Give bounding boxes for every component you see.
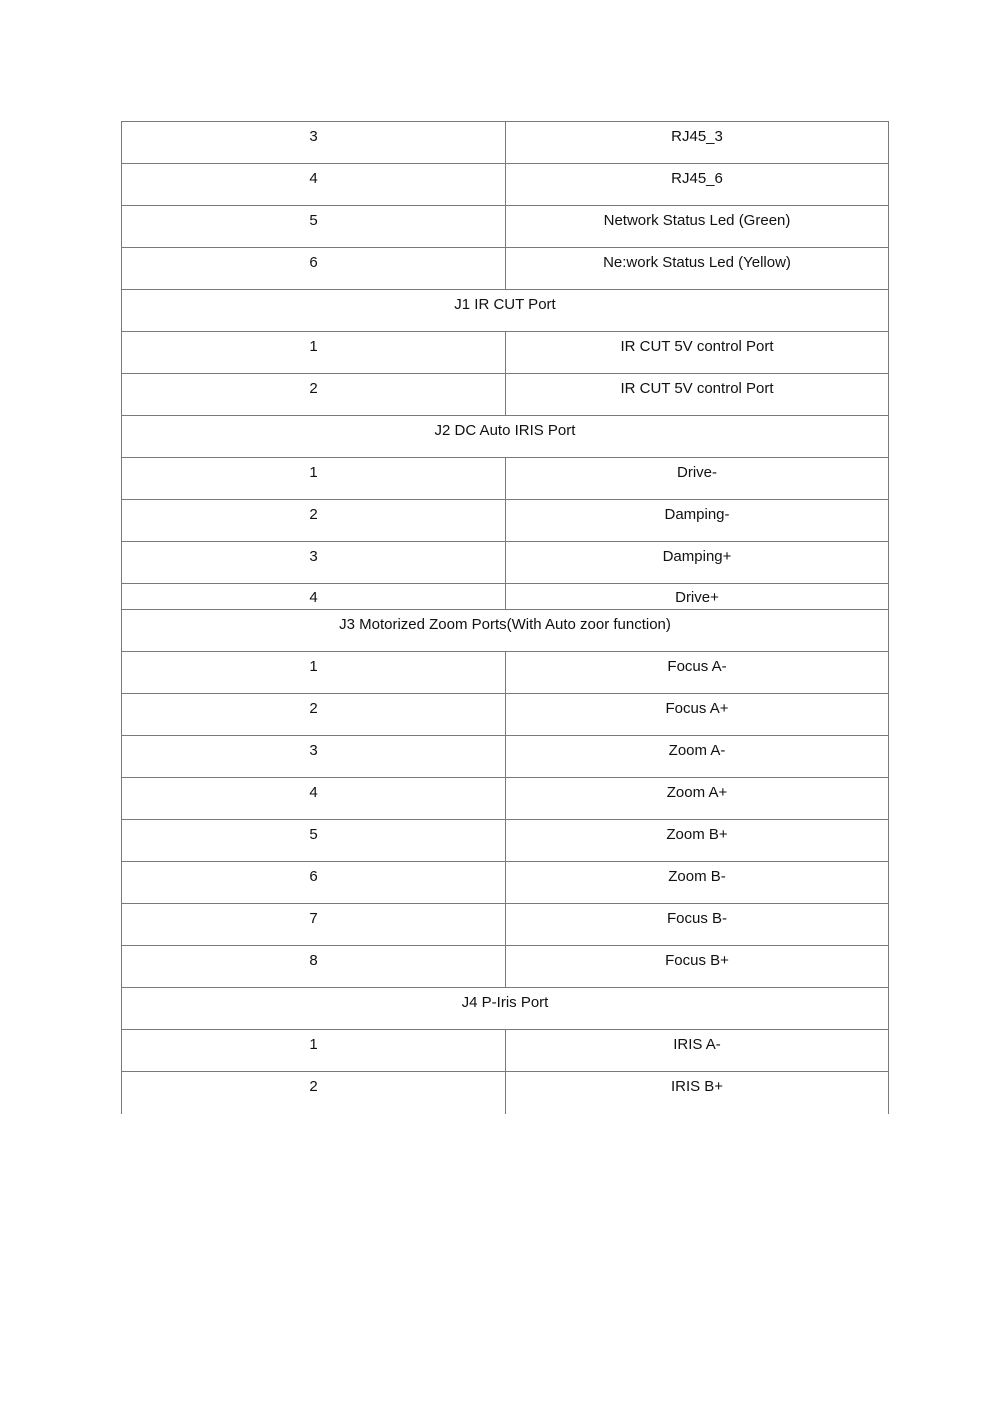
pin-function-cell: Focus B+ [506, 946, 889, 988]
pin-number-cell: 4 [122, 164, 506, 206]
pin-function-cell: Network Status Led (Green) [506, 206, 889, 248]
table-row [122, 122, 889, 164]
pin-function-cell: Focus A- [506, 652, 889, 694]
pin-function-cell: IR CUT 5V control Port [506, 374, 889, 416]
table-row [122, 374, 889, 416]
section-header-row [122, 416, 889, 458]
pin-function-cell: IRIS B+ [506, 1072, 889, 1114]
pin-number-cell: 1 [122, 652, 506, 694]
table-row [122, 164, 889, 206]
table-body [122, 122, 889, 1114]
pin-assignment-table [121, 121, 889, 1114]
pin-number-cell: 1 [122, 332, 506, 374]
pin-function-cell: IRIS A- [506, 1030, 889, 1072]
table-row [122, 206, 889, 248]
section-title: J1 IR CUT Port [122, 290, 889, 332]
table-row [122, 820, 889, 862]
table-row [122, 584, 889, 610]
pin-number-cell: 2 [122, 694, 506, 736]
pin-function-cell: Zoom A- [506, 736, 889, 778]
pin-number-cell: 3 [122, 122, 506, 164]
table-row [122, 500, 889, 542]
pin-function-cell: RJ45_3 [506, 122, 889, 164]
pin-number-cell: 1 [122, 458, 506, 500]
table-row [122, 1030, 889, 1072]
pin-function-cell: Damping+ [506, 542, 889, 584]
pin-function-cell: IR CUT 5V control Port [506, 332, 889, 374]
pin-function-cell: Focus B- [506, 904, 889, 946]
section-title: J4 P-Iris Port [122, 988, 889, 1030]
pin-function-cell: Zoom B+ [506, 820, 889, 862]
pin-function-cell: Drive+ [506, 584, 889, 610]
section-header-row [122, 290, 889, 332]
table-row [122, 904, 889, 946]
pin-function-cell: Zoom B- [506, 862, 889, 904]
pin-function-cell: Focus A+ [506, 694, 889, 736]
table-row [122, 736, 889, 778]
table-row [122, 542, 889, 584]
pin-number-cell: 3 [122, 542, 506, 584]
pin-function-cell: Drive- [506, 458, 889, 500]
pin-function-cell: Damping- [506, 500, 889, 542]
section-header-row [122, 988, 889, 1030]
pin-function-cell: Zoom A+ [506, 778, 889, 820]
pin-number-cell: 1 [122, 1030, 506, 1072]
table-row [122, 1072, 889, 1114]
table-row [122, 946, 889, 988]
pin-number-cell: 4 [122, 584, 506, 610]
pin-number-cell: 2 [122, 500, 506, 542]
table-row [122, 332, 889, 374]
table-row [122, 458, 889, 500]
pin-number-cell: 8 [122, 946, 506, 988]
pin-number-cell: 6 [122, 862, 506, 904]
table-row [122, 652, 889, 694]
table-row [122, 694, 889, 736]
pin-number-cell: 6 [122, 248, 506, 290]
pin-function-cell: Ne:work Status Led (Yellow) [506, 248, 889, 290]
pin-number-cell: 7 [122, 904, 506, 946]
section-title: J3 Motorized Zoom Ports(With Auto zoor function) [122, 610, 889, 652]
section-header-row [122, 610, 889, 652]
table-row [122, 778, 889, 820]
table-row [122, 248, 889, 290]
pin-number-cell: 5 [122, 206, 506, 248]
pin-number-cell: 5 [122, 820, 506, 862]
pin-number-cell: 2 [122, 1072, 506, 1114]
pin-number-cell: 3 [122, 736, 506, 778]
pin-number-cell: 2 [122, 374, 506, 416]
table-row [122, 862, 889, 904]
section-title: J2 DC Auto IRIS Port [122, 416, 889, 458]
pin-number-cell: 4 [122, 778, 506, 820]
pin-function-cell: RJ45_6 [506, 164, 889, 206]
